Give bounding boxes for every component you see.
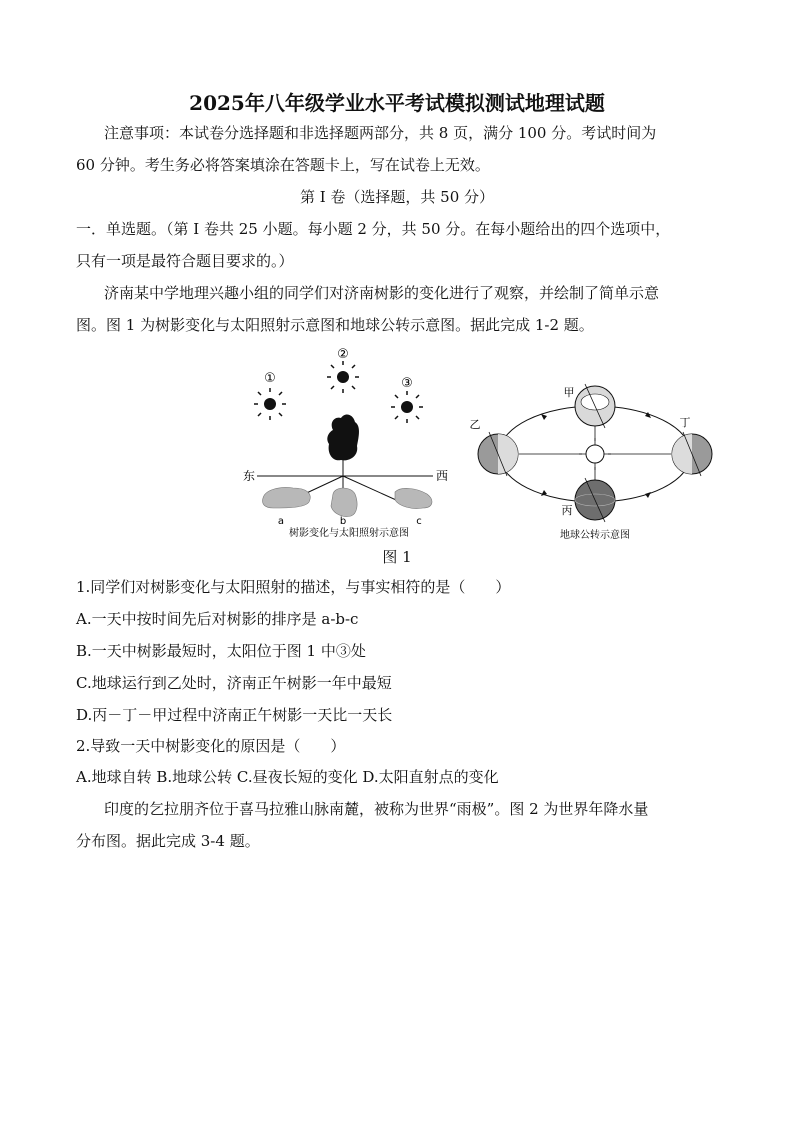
intro2-line-1: 印度的乞拉朋齐位于喜马拉雅山脉南麓，被称为世界“雨极”。图 2 为世界年降水量 [104,800,649,818]
shadow-b [331,488,357,517]
orbit-arrow-icon [645,492,651,498]
tree-crown-icon [327,415,359,461]
tree-shadow-diagram [243,347,448,539]
earth-yi-icon [478,432,518,476]
sun-3-icon [391,391,423,423]
sun-2-icon [327,361,359,393]
right-diagram-caption: 地球公转示意图 [560,530,630,541]
orbit-arrow-icon [541,414,547,420]
question-1-option-a: A.一天中按时间先后对树影的排序是 a-b-c [76,610,359,628]
shadow-label-a: a [277,516,285,527]
question-1-stem: 1.同学们对树影变化与太阳照射的描述，与事实相符的是（ ） [76,578,511,596]
position-label-yi: 乙 [469,418,481,431]
shadow-c [395,488,432,508]
part1-line-2: 只有一项是最符合题目要求的。） [76,252,294,270]
earth-bing-icon [575,478,615,522]
page-title: 2025年八年级学业水平考试模拟测试地理试题 [189,91,605,115]
position-label-bing: 丙 [561,504,573,517]
question-1-option-b: B.一天中树影最短时，太阳位于图 1 中③处 [76,642,366,660]
earth-ding-icon [672,432,712,476]
figure-1 [235,346,725,546]
east-label: 东 [242,469,256,483]
west-label: 西 [435,469,449,483]
sun-label-3: ③ [401,376,413,391]
left-diagram-caption: 树影变化与太阳照射示意图 [289,528,409,539]
section-title: 第 I 卷（选择题，共 50 分） [299,188,495,206]
part1-line-1: 一．单选题。（第 I 卷共 25 小题。每小题 2 分，共 50 分。在每小题给出的四个选项中， [76,220,671,238]
shadow-label-c: c [416,516,422,527]
intro2-line-2: 分布图。据此完成 3-4 题。 [76,832,260,850]
sun-label-2: ② [337,347,349,362]
question-1-option-d: D.丙－丁－甲过程中济南正午树影一天比一天长 [76,706,393,724]
shadow-a [262,487,310,508]
notice-line-1: 注意事项：本试卷分选择题和非选择题两部分，共 8 页，满分 100 分。考试时间为 [104,124,657,142]
question-2-options: A.地球自转 B.地球公转 C.昼夜长短的变化 D.太阳直射点的变化 [76,768,499,786]
shadow-label-b: b [339,516,347,527]
intro1-line-1: 济南某中学地理兴趣小组的同学们对济南树影的变化进行了观察，并绘制了简单示意 [104,284,660,302]
earth-revolution-diagram [470,384,713,541]
position-label-ding: 丁 [679,416,691,429]
earth-jia-icon [575,384,615,428]
position-label-jia: 甲 [563,386,575,399]
intro1-line-2: 图。图 1 为树影变化与太阳照射示意图和地球公转示意图。据此完成 1-2 题。 [76,316,594,334]
question-2-stem: 2.导致一天中树影变化的原因是（ ） [76,737,346,755]
figure-1-caption: 图 1 [382,548,412,566]
question-1-option-c: C.地球运行到乙处时，济南正午树影一年中最短 [76,674,392,692]
sun-1-icon [254,388,286,420]
notice-line-2: 60 分钟。考生务必将答案填涂在答题卡上，写在试卷上无效。 [76,156,490,174]
sun-label-1: ① [264,371,276,386]
